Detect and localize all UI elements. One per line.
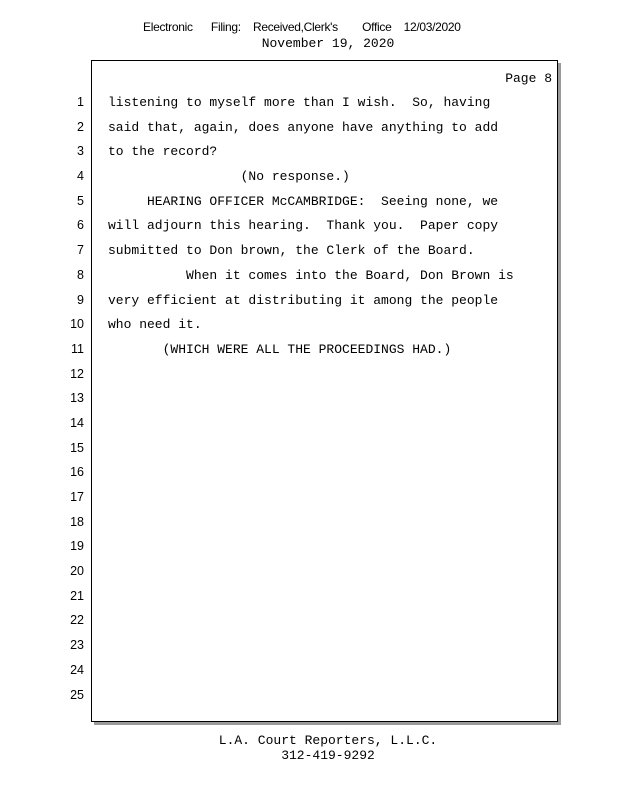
filing-stamp-date: 12/03/2020 bbox=[403, 20, 461, 34]
reporter-company: L.A. Court Reporters, L.L.C. bbox=[218, 733, 438, 748]
filing-stamp bbox=[143, 20, 461, 34]
line-number: 17 bbox=[70, 490, 84, 504]
line-number: 15 bbox=[70, 440, 84, 455]
transcript-line bbox=[108, 489, 553, 514]
line-number: 24 bbox=[70, 662, 84, 677]
transcript-line: HEARING OFFICER McCAMBRIDGE: Seeing none, we bbox=[108, 193, 499, 209]
line-number: 4 bbox=[77, 169, 84, 184]
transcript-line: to the record? bbox=[108, 144, 218, 160]
page-number: Page 8 bbox=[505, 71, 552, 86]
transcript-line: submitted to Don brown, the Clerk of the Board. bbox=[108, 243, 475, 259]
transcript-line: listening to myself more than I wish. So, having bbox=[108, 95, 491, 110]
reporter-footer bbox=[0, 733, 618, 763]
transcript-line: (WHICH WERE ALL THE PROCEEDINGS HAD.) bbox=[108, 341, 452, 357]
transcript-line bbox=[108, 612, 553, 637]
hearing-date: November 19, 2020 bbox=[261, 36, 395, 51]
filing-stamp-office: Office bbox=[362, 20, 392, 34]
line-number: 20 bbox=[70, 564, 84, 579]
transcript-line: said that, again, does anyone have anything to add bbox=[108, 119, 499, 135]
line-number: 3 bbox=[77, 144, 84, 159]
transcript-line: who need it. bbox=[108, 317, 202, 333]
line-number: 14 bbox=[70, 415, 84, 430]
line-number: 1 bbox=[77, 95, 84, 109]
line-number: 6 bbox=[77, 218, 84, 233]
transcript-line: will adjourn this hearing. Thank you. Paper copy bbox=[108, 218, 499, 234]
transcript-text bbox=[108, 94, 553, 711]
reporter-phone: 312-419-9292 bbox=[281, 748, 375, 763]
line-number: 5 bbox=[77, 193, 84, 208]
line-number: 25 bbox=[70, 687, 84, 702]
line-number: 2 bbox=[77, 119, 84, 134]
line-number: 22 bbox=[70, 613, 84, 628]
transcript-line bbox=[108, 563, 553, 588]
transcript-line bbox=[108, 440, 553, 465]
transcript-line bbox=[108, 366, 553, 391]
transcript-line bbox=[108, 687, 553, 712]
line-number: 16 bbox=[70, 465, 84, 480]
line-number: 10 bbox=[70, 317, 84, 332]
line-number: 21 bbox=[70, 588, 84, 603]
line-number: 13 bbox=[70, 391, 84, 406]
line-number: 23 bbox=[70, 638, 84, 653]
line-number: 7 bbox=[77, 243, 84, 258]
line-number: 8 bbox=[77, 267, 84, 282]
transcript-line bbox=[108, 662, 553, 687]
transcript-line: very efficient at distributing it among the people bbox=[108, 292, 499, 308]
transcript-line bbox=[108, 538, 553, 563]
transcript-line bbox=[108, 415, 553, 440]
filing-stamp-electronic: Electronic bbox=[143, 20, 193, 34]
line-number: 19 bbox=[70, 539, 84, 554]
line-number: 18 bbox=[70, 514, 84, 529]
transcript-line bbox=[108, 390, 553, 415]
transcript-line bbox=[108, 637, 553, 662]
line-number-column bbox=[60, 94, 84, 711]
transcript-line: When it comes into the Board, Don Brown is bbox=[108, 267, 514, 283]
filing-stamp-filing: Filing: bbox=[210, 20, 241, 34]
line-number: 11 bbox=[71, 341, 84, 356]
line-number: 9 bbox=[77, 292, 84, 307]
transcript-line: (No response.) bbox=[108, 169, 350, 185]
transcript-line bbox=[108, 514, 553, 539]
transcript-line bbox=[108, 588, 553, 613]
transcript-line bbox=[108, 464, 553, 489]
filing-stamp-received: Received,Clerk's bbox=[252, 20, 338, 34]
line-number: 12 bbox=[70, 366, 84, 381]
